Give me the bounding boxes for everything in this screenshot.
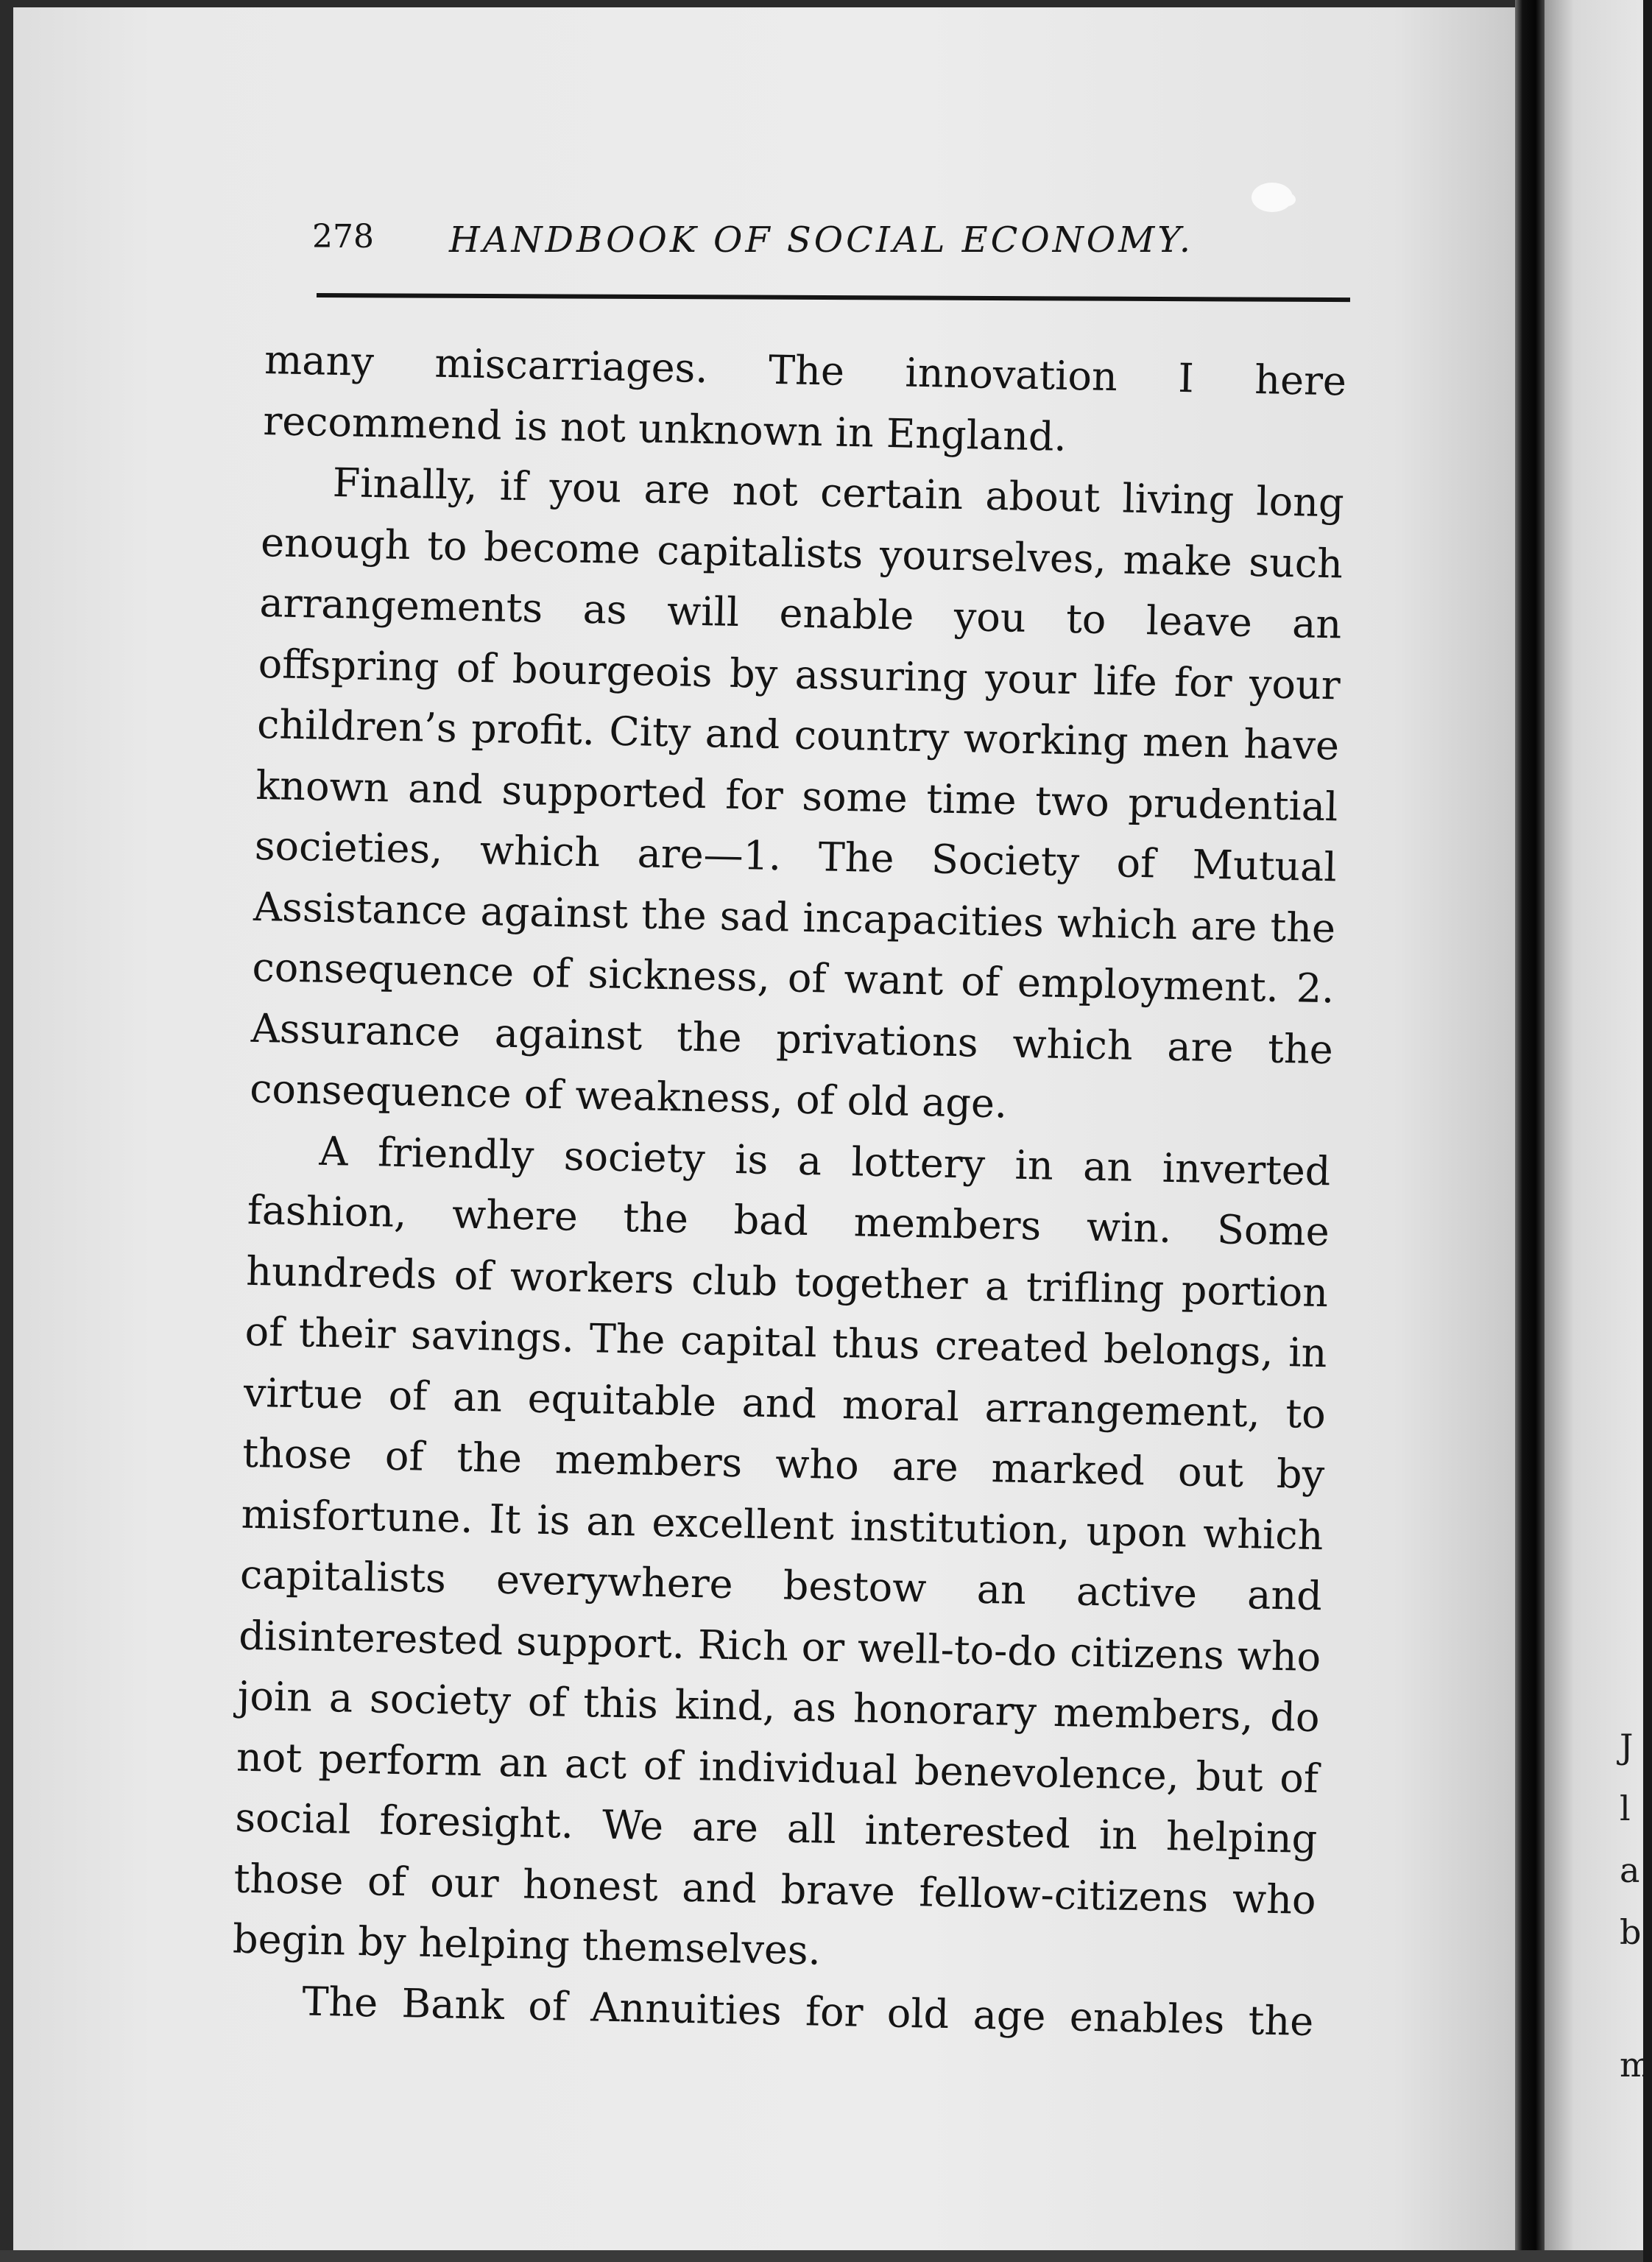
scan-top-border: [0, 0, 1643, 7]
body-text: [231, 330, 1347, 2052]
scan-left-border: [0, 0, 13, 2262]
running-head: [312, 215, 1350, 274]
facing-fragment: l: [1620, 1789, 1631, 1828]
facing-page-fragments: [1620, 1716, 1652, 2096]
facing-fragment: J: [1620, 1727, 1634, 1766]
page-number: 278: [312, 218, 374, 256]
paragraph: many miscarriages. The innovation I here recommend is not unknown in England.: [262, 336, 1347, 460]
paragraph: The Bank of Annuities for old age enables the: [301, 1977, 1314, 2045]
scan-bottom-border: [0, 2250, 1643, 2262]
running-title: HANDBOOK OF SOCIAL ECONOMY.: [449, 219, 1193, 261]
facing-fragment: m: [1620, 2045, 1652, 2085]
book-gutter: [1515, 0, 1545, 2262]
paragraph: A friendly society is a lottery in an inverted fashion, where the bad members win. Some hundreds of workers club together a trifling portion of their savings. The capital thus created belongs, in virtue of an equitable and moral arrangement, to those of the members who are marked out by misfortune. It is an excellent institution, upon which capitalists everywhere bestow an active and disinterested support. Rich or well-to-do citizens who join a society of this kind, as honorary members, do not perform an act of individual benevolence, but of social foresight. We are all interested in helping those of our honest and brave fellow-citizens who begin by helping themselves.: [232, 1127, 1331, 1974]
paragraph: Finally, if you are not certain about living long enough to become capitalists yourselves, make such arrangements as will enable you to leave an offspring of bourgeois by assuring your life for your children’s profit. City and country working men have known and supported for some time two prudential societies, which are—1. The Society of Mutual Assistance against the sad incapacities which are the consequence of sickness, of want of employment. 2. Assurance against the privations which are the consequence of weakness, of old age.: [249, 459, 1345, 1127]
scan-dust-speck: [1278, 193, 1296, 206]
facing-fragment: a: [1620, 1850, 1640, 1890]
facing-fragment: b: [1620, 1912, 1642, 1952]
